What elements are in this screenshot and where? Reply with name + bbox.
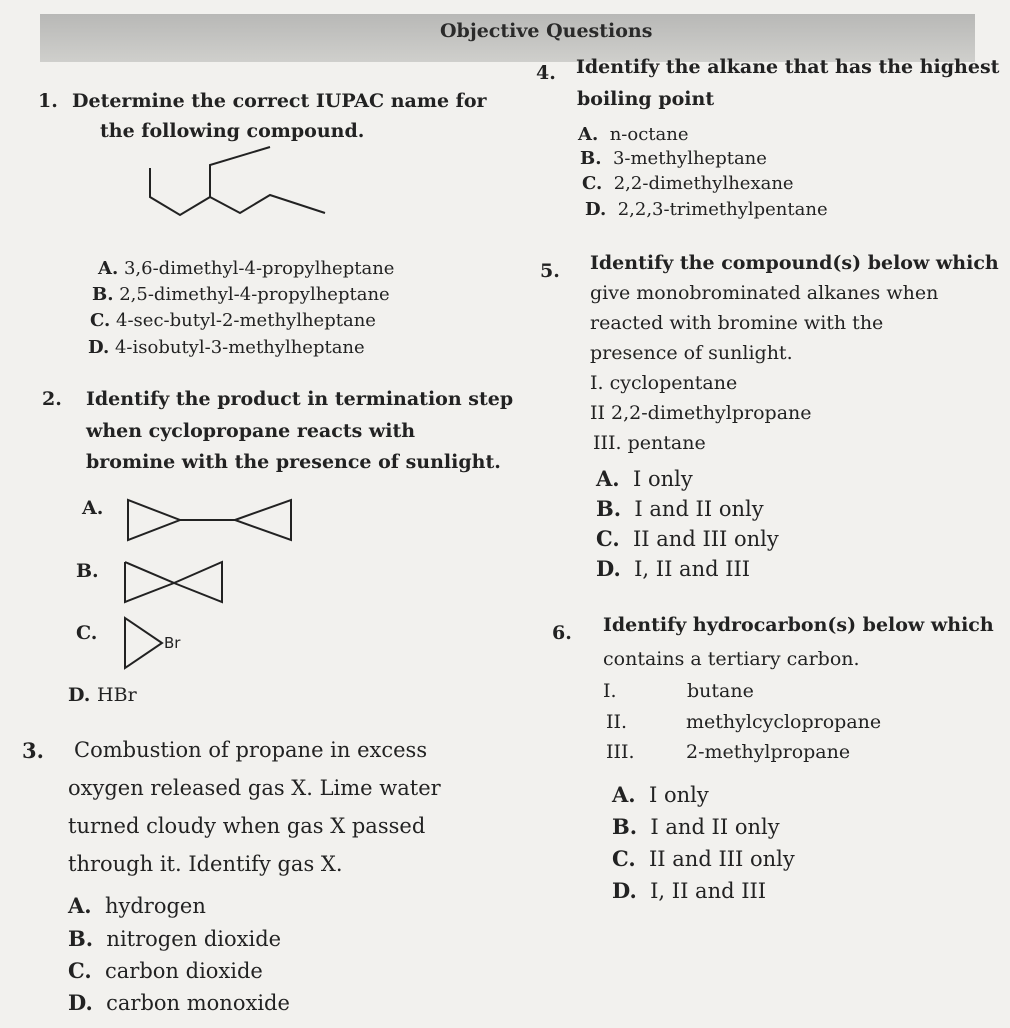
q5-item-2: II 2,2-dimethylpropane [590, 402, 812, 424]
q5-text-line2: give monobrominated alkanes when [590, 282, 939, 304]
q2-number: 2. [42, 388, 62, 410]
q3-text-line2: oxygen released gas X. Lime water [68, 776, 441, 800]
q2-option-d[interactable]: D. HBr [68, 684, 137, 706]
q6-text-line2: contains a tertiary carbon. [603, 648, 860, 670]
q6-option-a[interactable]: A. I only [612, 782, 709, 807]
q6-text-line1: Identify hydrocarbon(s) below which [603, 614, 994, 636]
q6-option-d[interactable]: D. I, II and III [612, 878, 767, 903]
bicyclopropyl-structure [125, 496, 300, 546]
q3-number: 3. [22, 738, 44, 763]
q4-text-line2: boiling point [577, 88, 715, 110]
q6-option-b[interactable]: B. I and II only [612, 814, 780, 839]
q3-option-c[interactable]: C. carbon dioxide [68, 958, 263, 983]
q1-skeletal-structure [120, 135, 360, 225]
q5-text-line3: reacted with bromine with the [590, 312, 884, 334]
q5-option-a[interactable]: A. I only [596, 466, 693, 491]
q6-item-2: II. methylcyclopropane [606, 711, 882, 733]
q2-text-line3: bromine with the presence of sunlight. [86, 451, 501, 473]
q5-text-line1: Identify the compound(s) below which [590, 252, 999, 274]
q5-option-c[interactable]: C. II and III only [596, 526, 779, 551]
q4-option-d[interactable]: D. 2,2,3-trimethylpentane [585, 199, 828, 220]
q3-text-line1: Combustion of propane in excess [74, 738, 428, 762]
q1-text-line2: the following compound. [100, 120, 365, 142]
q1-number: 1. [38, 90, 58, 112]
q1-option-d[interactable]: D. 4-isobutyl-3-methylheptane [88, 337, 365, 358]
q4-option-c[interactable]: C. 2,2-dimethylhexane [582, 173, 794, 194]
q6-number: 6. [552, 622, 572, 644]
q4-option-a[interactable]: A. n-octane [578, 124, 689, 145]
q4-option-b[interactable]: B. 3-methylheptane [580, 148, 767, 169]
header-band [40, 14, 975, 62]
q5-number: 5. [540, 260, 560, 282]
page-title: Objective Questions [440, 20, 653, 42]
q1-option-c[interactable]: C. 4-sec-butyl-2-methylheptane [90, 310, 376, 331]
q2-text-line1: Identify the product in termination step [86, 388, 514, 410]
q6-item-1: I. butane [603, 680, 754, 702]
q2-option-b[interactable]: B. [76, 560, 99, 582]
q3-text-line3: turned cloudy when gas X passed [68, 814, 426, 838]
q2-option-c[interactable]: C. [76, 622, 98, 644]
q5-option-d[interactable]: D. I, II and III [596, 556, 751, 581]
q3-option-a[interactable]: A. hydrogen [68, 893, 206, 918]
q2-text-line2: when cyclopropane reacts with [86, 420, 416, 442]
q1-option-a[interactable]: A. 3,6-dimethyl-4-propylheptane [98, 258, 395, 279]
q5-option-b[interactable]: B. I and II only [596, 496, 764, 521]
q5-text-line4: presence of sunlight. [590, 342, 793, 364]
q3-option-b[interactable]: B. nitrogen dioxide [68, 926, 282, 951]
q1-text-line1: Determine the correct IUPAC name for [72, 90, 487, 112]
q5-item-3: III. pentane [593, 432, 706, 454]
q4-text-line1: Identify the alkane that has the highest [576, 56, 1000, 78]
q6-item-3: III. 2-methylpropane [606, 741, 851, 763]
q3-text-line4: through it. Identify gas X. [68, 852, 343, 876]
q2-option-a[interactable]: A. [82, 497, 104, 519]
q1-option-b[interactable]: B. 2,5-dimethyl-4-propylheptane [92, 284, 390, 305]
bromine-label: Br [164, 634, 181, 652]
bowtie-structure [122, 556, 232, 608]
q6-option-c[interactable]: C. II and III only [612, 846, 795, 871]
q3-option-d[interactable]: D. carbon monoxide [68, 990, 290, 1015]
q5-item-1: I. cyclopentane [590, 372, 738, 394]
q4-number: 4. [536, 62, 556, 84]
